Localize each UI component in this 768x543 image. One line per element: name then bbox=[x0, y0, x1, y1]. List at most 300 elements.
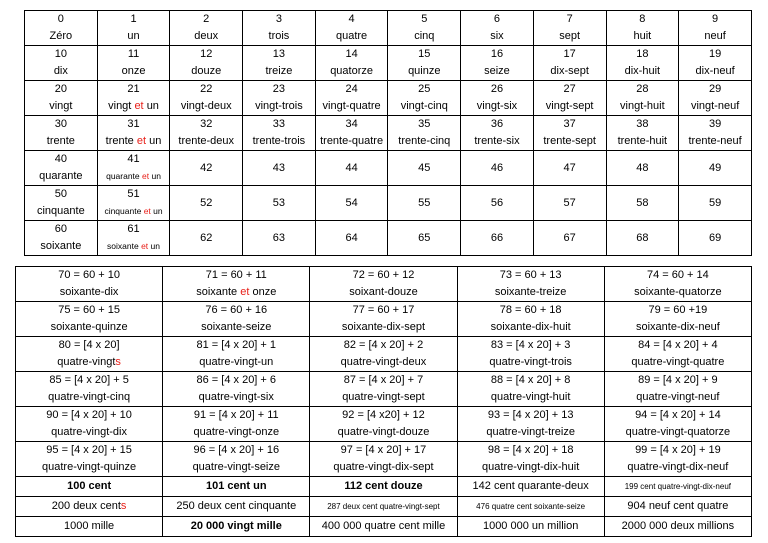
number-cell bbox=[679, 46, 752, 81]
word-text: soixante-seize bbox=[201, 321, 272, 333]
number-word bbox=[163, 424, 309, 441]
table-row bbox=[16, 302, 752, 337]
equation-cell bbox=[163, 372, 310, 407]
word-text: quatre-vingt-dix-neuf bbox=[627, 461, 729, 473]
number-word bbox=[458, 459, 604, 476]
word-text: trente-neuf bbox=[688, 135, 742, 147]
number-digit: 47 bbox=[563, 161, 576, 174]
word-text: soixante-quinze bbox=[50, 321, 128, 333]
number-word bbox=[98, 63, 170, 80]
number-cell bbox=[533, 221, 606, 256]
number-cell bbox=[461, 11, 534, 46]
equation-text: 84 = [4 x 20] + 4 bbox=[638, 339, 718, 351]
number-digit: 21 bbox=[127, 83, 140, 95]
word-text: 1000 000 un million bbox=[482, 520, 579, 532]
word-text: vingt bbox=[49, 100, 73, 112]
equation-cell bbox=[457, 442, 604, 477]
number-cell bbox=[461, 186, 534, 221]
table-row bbox=[16, 497, 752, 517]
number-word bbox=[458, 424, 604, 441]
number-digit: 32 bbox=[200, 118, 213, 130]
number-word bbox=[388, 63, 460, 80]
number-cell bbox=[388, 46, 461, 81]
number-digit: 39 bbox=[708, 118, 722, 130]
word-text: quatre-vingt-six bbox=[198, 391, 274, 403]
red-highlight: et bbox=[240, 286, 250, 298]
table-row bbox=[16, 337, 752, 372]
number-cell bbox=[97, 186, 170, 221]
number-word bbox=[25, 63, 97, 80]
equation-text: 94 = [4 x 20] + 14 bbox=[635, 409, 721, 421]
red-highlight: s bbox=[120, 500, 127, 512]
number-cell bbox=[243, 116, 316, 151]
number-word bbox=[607, 133, 679, 150]
number-word bbox=[170, 63, 242, 80]
word-text: soixante-quatorze bbox=[634, 286, 722, 298]
equation-cell bbox=[310, 302, 457, 337]
number-digit: 10 bbox=[54, 48, 67, 60]
number-word bbox=[605, 319, 751, 336]
equation-text: 93 = [4 x 20] + 13 bbox=[487, 409, 574, 421]
number-digit: 29 bbox=[708, 83, 722, 95]
number-digit: 18 bbox=[636, 48, 649, 60]
equation-cell bbox=[163, 337, 310, 372]
number-digit: 31 bbox=[127, 118, 140, 130]
number-digit: 56 bbox=[490, 196, 504, 209]
number-digit: 5 bbox=[421, 13, 428, 25]
word-text: vingt bbox=[108, 100, 132, 112]
word-text: 2000 000 deux millions bbox=[621, 520, 735, 532]
word-text: dix-neuf bbox=[695, 65, 735, 77]
number-cell bbox=[25, 116, 98, 151]
equation-text: 81 = [4 x 20] + 1 bbox=[196, 339, 277, 351]
number-cell bbox=[533, 151, 606, 186]
number-cell bbox=[679, 116, 752, 151]
number-word bbox=[98, 168, 170, 185]
number-cell bbox=[315, 186, 388, 221]
word-text: quatre-vingt-quatorze bbox=[625, 426, 731, 438]
equation-text: 91 = [4 x 20] + 11 bbox=[193, 409, 279, 421]
number-cell bbox=[170, 11, 243, 46]
equation-cell bbox=[310, 442, 457, 477]
equation-text: 79 = 60 +19 bbox=[648, 304, 708, 316]
number-cell bbox=[25, 221, 98, 256]
large-number-cell bbox=[604, 497, 751, 517]
number-cell bbox=[388, 81, 461, 116]
word-text: soixante bbox=[196, 286, 238, 298]
equation-text: 98 = [4 x 20] + 18 bbox=[487, 444, 574, 456]
word-text: vingt-deux bbox=[180, 100, 232, 112]
equation-cell bbox=[310, 337, 457, 372]
word-text: quinze bbox=[408, 65, 441, 77]
word-text: seize bbox=[484, 65, 510, 77]
word-text: 400 000 quatre cent mille bbox=[321, 520, 446, 532]
word-text: trente-trois bbox=[252, 135, 306, 147]
number-cell bbox=[243, 151, 316, 186]
number-word bbox=[163, 389, 309, 406]
number-word bbox=[16, 354, 162, 371]
equation-cell bbox=[604, 442, 751, 477]
number-cell bbox=[679, 11, 752, 46]
word-text: dix-huit bbox=[624, 65, 661, 77]
equation-cell bbox=[310, 407, 457, 442]
word-text: quatre-vingt-quatre bbox=[631, 356, 725, 368]
number-digit: 49 bbox=[708, 161, 722, 174]
number-cell bbox=[388, 151, 461, 186]
number-cell bbox=[606, 46, 679, 81]
number-digit: 14 bbox=[345, 48, 358, 60]
number-word bbox=[243, 98, 315, 115]
equation-text: 89 = [4 x 20] + 9 bbox=[638, 374, 718, 386]
number-word bbox=[25, 203, 97, 220]
number-cell bbox=[25, 46, 98, 81]
number-digit: 60 bbox=[54, 223, 67, 235]
number-word bbox=[605, 424, 751, 441]
number-cell bbox=[315, 81, 388, 116]
et-highlight: et bbox=[141, 241, 149, 251]
equation-cell bbox=[163, 442, 310, 477]
number-cell bbox=[170, 186, 243, 221]
number-digit: 52 bbox=[200, 196, 213, 209]
number-cell bbox=[243, 186, 316, 221]
number-digit: 42 bbox=[200, 161, 213, 174]
number-word bbox=[461, 28, 533, 45]
number-digit: 57 bbox=[563, 196, 576, 209]
number-cell bbox=[679, 151, 752, 186]
number-word bbox=[243, 133, 315, 150]
word-text: vingt-sept bbox=[545, 100, 594, 112]
equation-text: 78 = 60 + 18 bbox=[499, 304, 562, 316]
number-word bbox=[605, 389, 751, 406]
equation-text: 82 = [4 x 20] + 2 bbox=[343, 339, 424, 351]
number-digit: 12 bbox=[200, 48, 213, 60]
word-text: trois bbox=[268, 30, 290, 42]
number-cell bbox=[170, 81, 243, 116]
equation-text: 80 = [4 x 20] bbox=[58, 339, 120, 351]
word-text: cinq bbox=[414, 30, 435, 42]
word-text: 1000 mille bbox=[64, 520, 115, 532]
word-text: quatre-vingt-sept bbox=[342, 391, 425, 403]
number-digit: 15 bbox=[418, 48, 431, 60]
number-digit: 2 bbox=[203, 13, 210, 25]
large-number-cell bbox=[163, 477, 310, 497]
number-cell bbox=[315, 11, 388, 46]
word-text: quatorze bbox=[330, 65, 373, 77]
number-word bbox=[16, 284, 162, 301]
word-text: Zéro bbox=[49, 30, 73, 42]
number-digit: 19 bbox=[708, 48, 722, 60]
number-digit: 53 bbox=[272, 196, 286, 209]
word-text: vingt-quatre bbox=[322, 100, 381, 112]
word-text: trente-six bbox=[474, 135, 520, 147]
word-text: 476 quatre cent soixante-seize bbox=[476, 502, 586, 511]
number-word bbox=[16, 389, 162, 406]
red-highlight: s bbox=[115, 356, 121, 368]
word-text: soixante bbox=[107, 241, 139, 251]
number-digit: 20 bbox=[54, 83, 67, 95]
word-text: quatre-vingt-douze bbox=[337, 426, 430, 438]
number-word bbox=[461, 133, 533, 150]
number-digit: 37 bbox=[563, 118, 576, 130]
equation-cell bbox=[310, 372, 457, 407]
number-word bbox=[25, 168, 97, 185]
number-digit: 69 bbox=[708, 231, 722, 244]
word-text: un bbox=[127, 30, 140, 42]
number-digit: 44 bbox=[345, 161, 358, 174]
word-text: quatre-vingt-deux bbox=[340, 356, 427, 368]
word-text: un bbox=[146, 100, 159, 112]
et-highlight: et bbox=[142, 171, 150, 181]
number-word bbox=[170, 133, 242, 150]
number-word bbox=[388, 133, 460, 150]
et-highlight: et bbox=[136, 135, 147, 147]
number-cell bbox=[97, 116, 170, 151]
large-number-cell bbox=[16, 497, 163, 517]
word-text: quatre-vingt-un bbox=[199, 356, 274, 368]
number-cell bbox=[606, 11, 679, 46]
number-word bbox=[25, 98, 97, 115]
word-text: onze bbox=[252, 286, 277, 298]
number-word bbox=[458, 284, 604, 301]
number-digit: 0 bbox=[57, 13, 64, 25]
number-word bbox=[243, 63, 315, 80]
large-number-cell bbox=[457, 497, 604, 517]
number-cell bbox=[97, 81, 170, 116]
word-text: un bbox=[150, 241, 161, 251]
equation-cell bbox=[604, 267, 751, 302]
number-word bbox=[607, 63, 679, 80]
number-word bbox=[388, 98, 460, 115]
number-digit: 46 bbox=[490, 161, 504, 174]
word-text: vingt-cinq bbox=[400, 100, 448, 112]
word-text: soixante bbox=[40, 240, 82, 252]
word-text: 20 000 vingt mille bbox=[190, 520, 282, 532]
number-word bbox=[605, 284, 751, 301]
equation-text: 96 = [4 x 20] + 16 bbox=[193, 444, 280, 456]
number-digit: 16 bbox=[490, 48, 504, 60]
equation-text: 99 = [4 x 20] + 19 bbox=[635, 444, 721, 456]
number-digit: 50 bbox=[54, 188, 67, 200]
number-cell bbox=[97, 221, 170, 256]
equation-text: 75 = 60 + 15 bbox=[58, 304, 120, 316]
number-cell bbox=[25, 186, 98, 221]
number-digit: 7 bbox=[566, 13, 573, 25]
table-row bbox=[16, 267, 752, 302]
word-text: quatre bbox=[335, 30, 368, 42]
equation-text: 95 = [4 x 20] + 15 bbox=[46, 444, 132, 456]
word-text: cinquante bbox=[104, 206, 142, 216]
word-text: quarante bbox=[106, 171, 140, 181]
number-word bbox=[679, 98, 751, 115]
word-text: soixante-dix-sept bbox=[341, 321, 426, 333]
number-cell bbox=[170, 151, 243, 186]
word-text: sept bbox=[559, 30, 581, 42]
number-digit: 30 bbox=[54, 118, 67, 130]
number-word bbox=[388, 28, 460, 45]
number-digit: 8 bbox=[639, 13, 646, 25]
number-word bbox=[16, 459, 162, 476]
word-text: trente-cinq bbox=[398, 135, 451, 147]
number-digit: 35 bbox=[418, 118, 431, 130]
equation-cell bbox=[16, 372, 163, 407]
word-text: deux bbox=[194, 30, 219, 42]
number-cell bbox=[97, 151, 170, 186]
equation-cell bbox=[604, 337, 751, 372]
number-word bbox=[607, 98, 679, 115]
word-text: vingt-neuf bbox=[690, 100, 740, 112]
equation-cell bbox=[457, 267, 604, 302]
number-cell bbox=[533, 186, 606, 221]
table-row bbox=[25, 151, 752, 186]
number-cell bbox=[679, 81, 752, 116]
word-text: quatre-vingt-dix-huit bbox=[482, 461, 580, 473]
number-digit: 55 bbox=[418, 196, 431, 209]
number-digit: 1 bbox=[130, 13, 137, 25]
number-cell bbox=[243, 46, 316, 81]
number-digit: 11 bbox=[127, 48, 140, 60]
number-word bbox=[98, 28, 170, 45]
number-cell bbox=[606, 186, 679, 221]
word-text: 112 cent douze bbox=[344, 480, 423, 492]
word-text: douze bbox=[191, 65, 222, 77]
equation-text: 73 = 60 + 13 bbox=[499, 269, 562, 281]
word-text: 200 deux cent bbox=[51, 500, 121, 512]
number-word bbox=[316, 98, 388, 115]
word-text: 100 cent bbox=[67, 480, 112, 492]
table-row bbox=[16, 477, 752, 497]
word-text: soixante-dix-neuf bbox=[635, 321, 720, 333]
word-text: quatre-vingt-cinq bbox=[48, 391, 131, 403]
number-cell bbox=[388, 221, 461, 256]
number-word bbox=[316, 28, 388, 45]
number-word bbox=[605, 459, 751, 476]
number-word bbox=[534, 133, 606, 150]
word-text: vingt-six bbox=[476, 100, 518, 112]
word-text: 101 cent un bbox=[206, 480, 267, 492]
word-text: 199 cent quatre-vingt-dix-neuf bbox=[624, 482, 732, 491]
number-digit: 65 bbox=[418, 231, 431, 244]
word-text: soixante-dix bbox=[59, 286, 119, 298]
word-text: quatre-vingt-dix bbox=[51, 426, 127, 438]
number-digit: 34 bbox=[345, 118, 358, 130]
equation-text: 77 = 60 + 17 bbox=[352, 304, 415, 316]
equation-text: 76 = 60 + 16 bbox=[205, 304, 268, 316]
table-row bbox=[25, 46, 752, 81]
table-row bbox=[25, 11, 752, 46]
number-word bbox=[461, 63, 533, 80]
equation-text: 87 = [4 x 20] + 7 bbox=[343, 374, 424, 386]
number-cell bbox=[315, 151, 388, 186]
number-digit: 26 bbox=[490, 83, 504, 95]
large-number-cell bbox=[604, 517, 751, 537]
number-word bbox=[25, 133, 97, 150]
number-word bbox=[16, 319, 162, 336]
equation-text: 71 = 60 + 11 bbox=[205, 269, 267, 281]
large-number-cell bbox=[310, 497, 457, 517]
number-digit: 64 bbox=[345, 231, 358, 244]
equation-cell bbox=[604, 407, 751, 442]
number-cell bbox=[533, 11, 606, 46]
number-word bbox=[243, 28, 315, 45]
number-cell bbox=[388, 11, 461, 46]
number-word bbox=[170, 28, 242, 45]
word-text: 287 deux cent quatre-vingt-sept bbox=[327, 502, 440, 511]
number-cell bbox=[243, 221, 316, 256]
number-word bbox=[98, 98, 170, 115]
number-digit: 27 bbox=[563, 83, 576, 95]
word-text: soixante-treize bbox=[494, 286, 567, 298]
large-number-cell bbox=[16, 517, 163, 537]
word-text: quatre-vingt-seize bbox=[192, 461, 280, 473]
word-text: soixant-douze bbox=[349, 286, 418, 298]
number-cell bbox=[533, 81, 606, 116]
equation-cell bbox=[16, 267, 163, 302]
equation-cell bbox=[310, 267, 457, 302]
word-text: neuf bbox=[704, 30, 726, 42]
number-word bbox=[316, 133, 388, 150]
number-word bbox=[534, 28, 606, 45]
large-number-cell bbox=[310, 517, 457, 537]
number-digit: 62 bbox=[200, 231, 213, 244]
word-text: treize bbox=[265, 65, 293, 77]
table-row bbox=[25, 116, 752, 151]
word-text: quatre-vingt-trois bbox=[489, 356, 572, 368]
number-digit: 45 bbox=[418, 161, 431, 174]
number-cell bbox=[388, 186, 461, 221]
word-text: trente-huit bbox=[617, 135, 668, 147]
number-word bbox=[679, 28, 751, 45]
word-text: huit bbox=[633, 30, 652, 42]
number-digit: 48 bbox=[636, 161, 649, 174]
number-cell bbox=[25, 151, 98, 186]
number-word bbox=[310, 389, 456, 406]
word-text: vingt-trois bbox=[255, 100, 303, 112]
number-cell bbox=[533, 116, 606, 151]
word-text: quatre-vingt-treize bbox=[486, 426, 575, 438]
number-word bbox=[98, 203, 170, 220]
number-digit: 59 bbox=[708, 196, 722, 209]
number-digit: 9 bbox=[712, 13, 719, 25]
number-cell bbox=[170, 46, 243, 81]
equation-cell bbox=[457, 372, 604, 407]
number-word bbox=[163, 319, 309, 336]
number-cell bbox=[25, 81, 98, 116]
equation-cell bbox=[457, 337, 604, 372]
number-cell bbox=[679, 186, 752, 221]
number-word bbox=[163, 354, 309, 371]
number-word bbox=[458, 389, 604, 406]
number-digit: 6 bbox=[493, 13, 501, 25]
word-text: un bbox=[153, 206, 163, 216]
number-digit: 43 bbox=[272, 161, 286, 174]
equation-cell bbox=[163, 407, 310, 442]
number-word bbox=[679, 133, 751, 150]
word-text: un bbox=[151, 171, 161, 181]
table-row bbox=[16, 407, 752, 442]
word-text: quatre-vingt-dix-sept bbox=[333, 461, 434, 473]
word-text: trente-deux bbox=[178, 135, 235, 147]
number-cell bbox=[606, 116, 679, 151]
number-word bbox=[310, 319, 456, 336]
number-word bbox=[310, 354, 456, 371]
word-text: quatre-vingt-quinze bbox=[42, 461, 137, 473]
number-cell bbox=[97, 46, 170, 81]
number-digit: 28 bbox=[636, 83, 649, 95]
large-number-cell bbox=[457, 477, 604, 497]
equation-cell bbox=[457, 407, 604, 442]
number-cell bbox=[315, 116, 388, 151]
number-cell bbox=[606, 81, 679, 116]
